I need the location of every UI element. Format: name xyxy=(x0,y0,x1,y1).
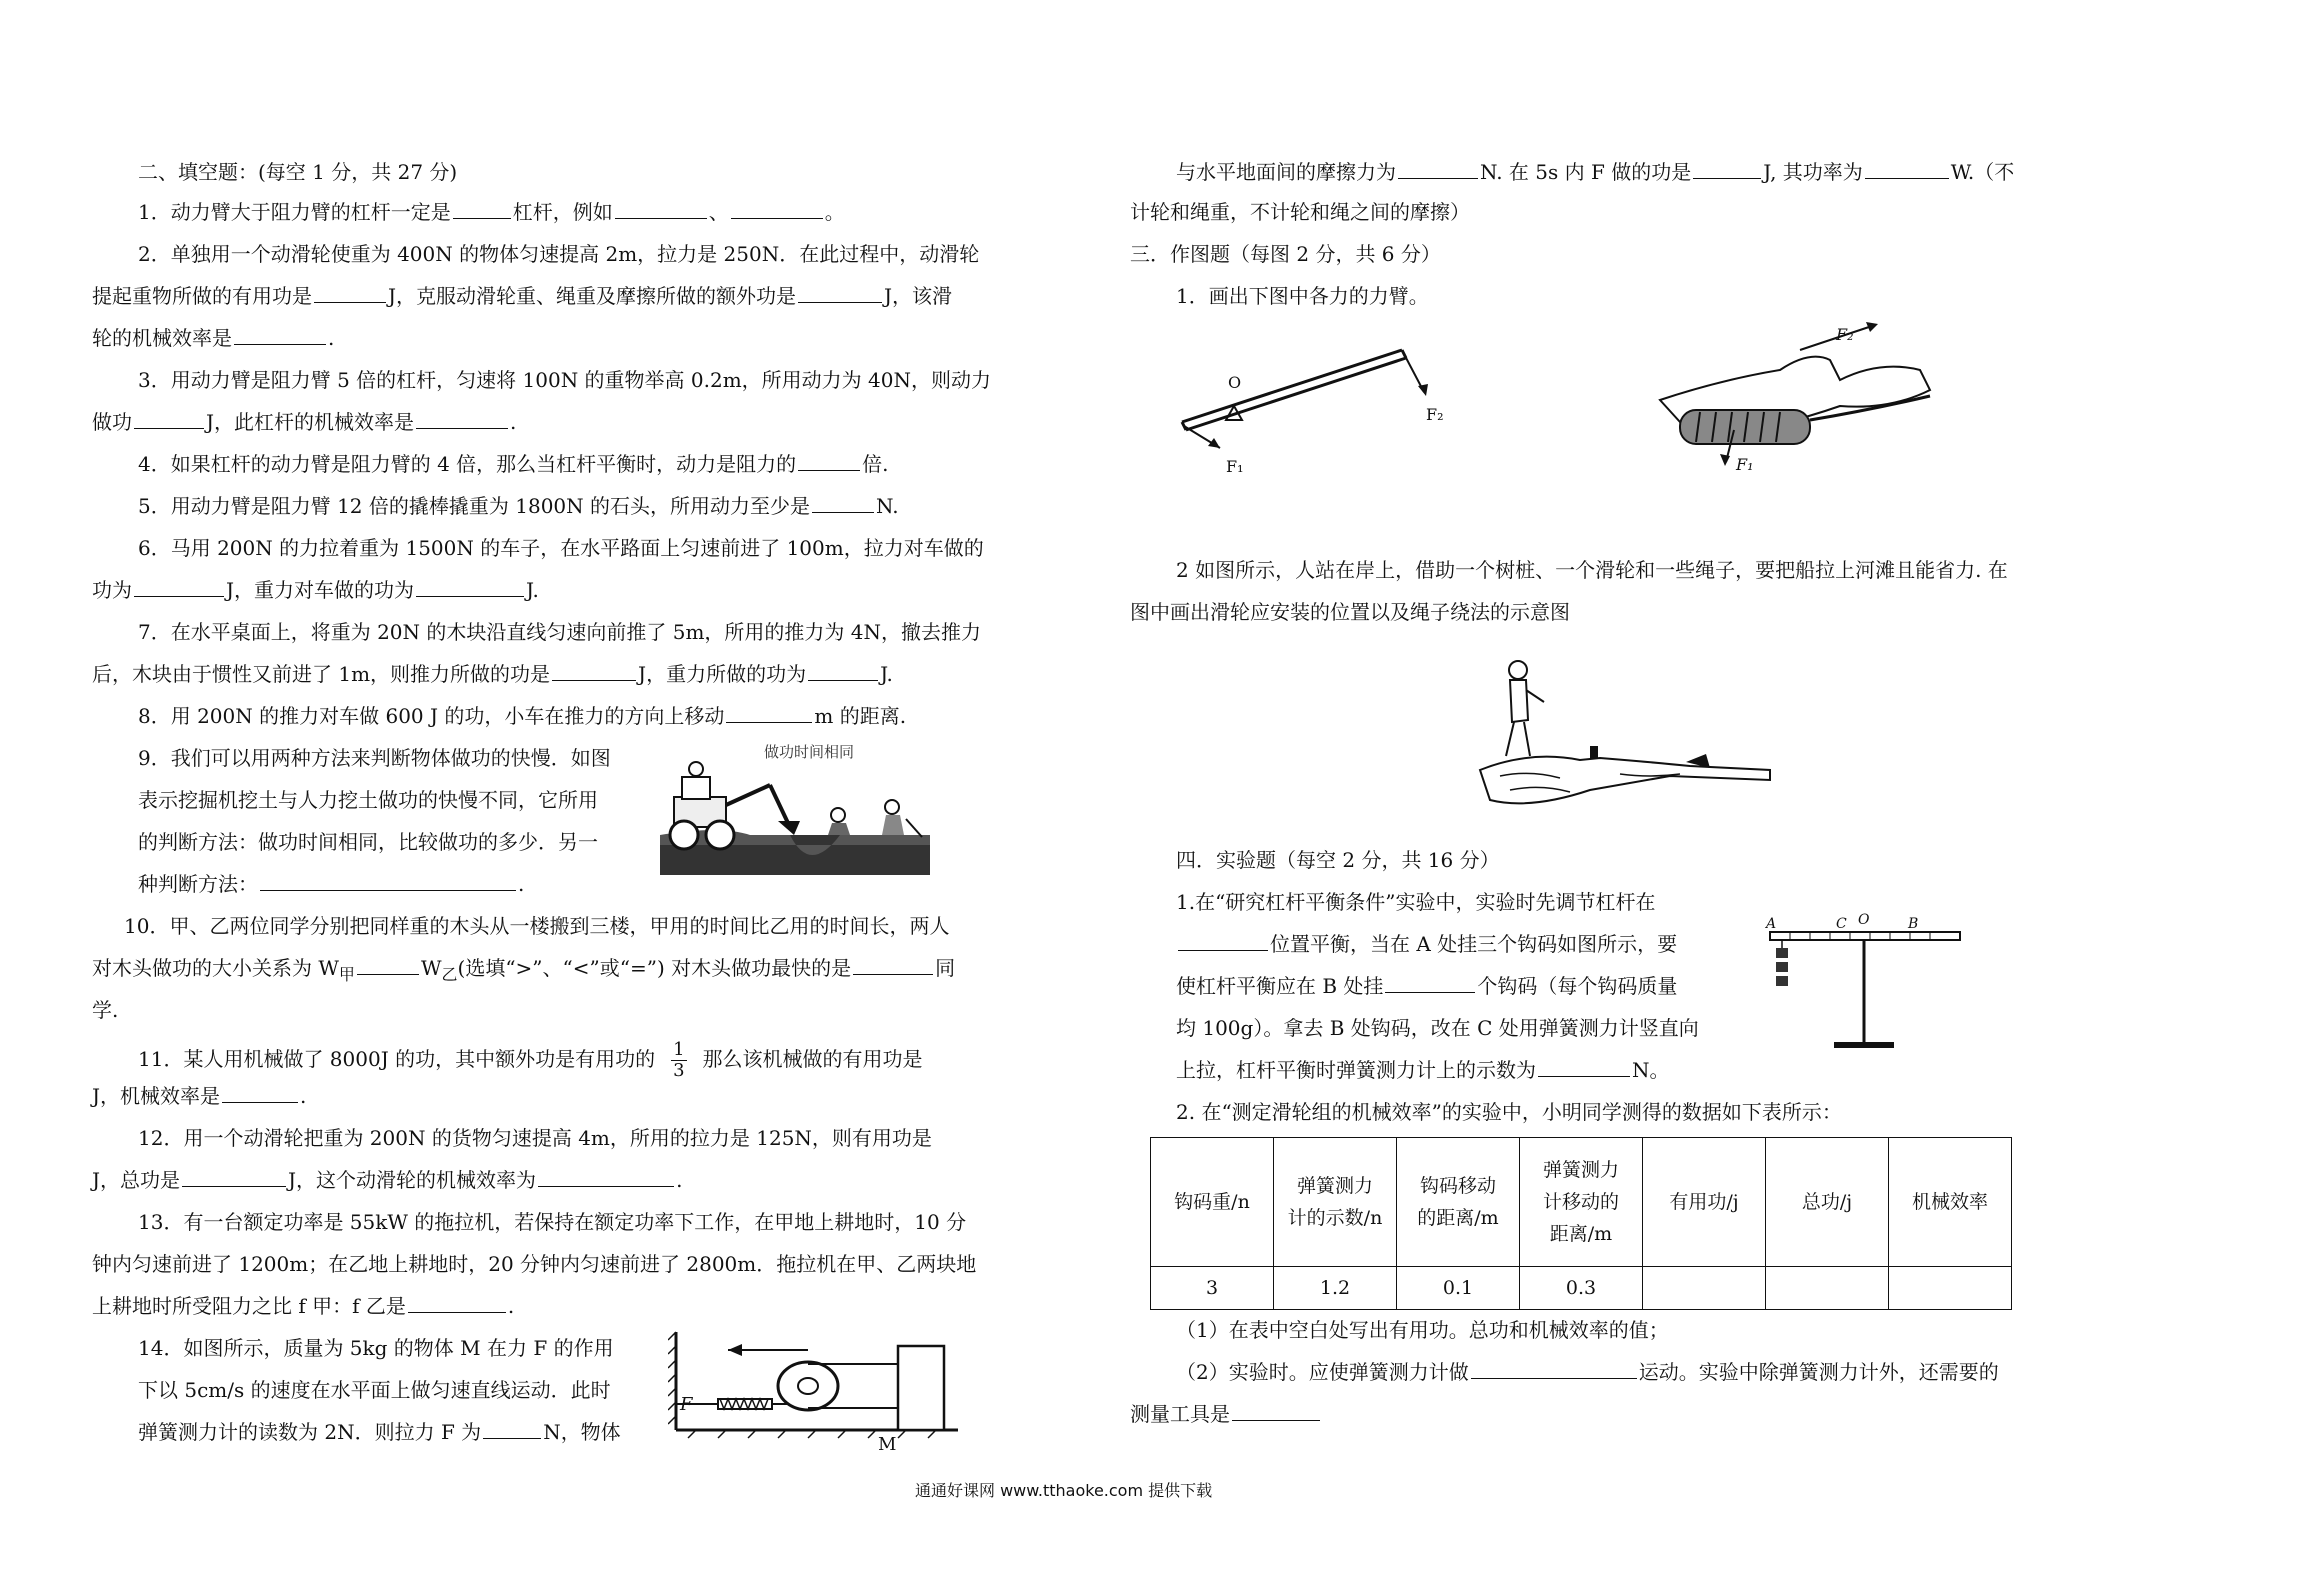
blank[interactable] xyxy=(483,1418,541,1439)
cell: 0.3 xyxy=(1520,1267,1643,1310)
blank[interactable] xyxy=(808,660,878,681)
header-cell: 钩码移动 的距离/m xyxy=(1397,1138,1520,1267)
exp2-q1: （1）在表中空白处写出有用功。总功和机械效率的值； xyxy=(1176,1318,1669,1342)
header-cell: 钩码重/n xyxy=(1151,1138,1274,1267)
header-cell: 总功/j xyxy=(1766,1138,1889,1267)
blank[interactable] xyxy=(408,1292,506,1313)
cell: 3 xyxy=(1151,1267,1274,1310)
force-label: F xyxy=(680,1394,693,1415)
q9-line1: 9．我们可以用两种方法来判断物体做功的快慢．如图 xyxy=(138,746,611,770)
blank[interactable] xyxy=(812,492,874,513)
blank[interactable] xyxy=(538,1166,674,1187)
lever-force-figure xyxy=(1170,330,1460,480)
blank[interactable] xyxy=(1538,1056,1630,1077)
blank[interactable] xyxy=(260,870,516,891)
q14-line5: 计轮和绳重，不计轮和绳之间的摩擦） xyxy=(1130,200,1470,224)
exp2-q2-cont: 测量工具是 xyxy=(1130,1400,1322,1428)
table-row xyxy=(1151,1267,2012,1310)
blank[interactable] xyxy=(1178,930,1268,951)
drawing-q1: 1．画出下图中各力的力臂。 xyxy=(1176,284,1429,308)
blank[interactable] xyxy=(416,576,524,597)
q10-line1: 10．甲、乙两位同学分别把同样重的木头从一楼搬到三楼，甲用的时间比乙用的时间长，两人 xyxy=(124,914,950,938)
q3-line1: 3．用动力臂是阻力臂 5 倍的杠杆，匀速将 100N 的重物举高 0.2m，所用动力为 40N，则动力 xyxy=(138,368,991,392)
q9-line3: 的判断方法：做功时间相同，比较做功的多少．另一 xyxy=(138,830,598,854)
q9-line2: 表示挖掘机挖土与人力挖土做功的快慢不同，它所用 xyxy=(138,788,598,812)
section3-title: 三．作图题（每图 2 分，共 6 分） xyxy=(1130,242,1441,266)
exp1-line2: 位置平衡，当在 A 处挂三个钩码如图所示，要 xyxy=(1176,930,1677,958)
blank[interactable] xyxy=(552,660,636,681)
q11-line1: 11．某人用机械做了 8000J 的功，其中额外功是有用功的 $\frac{1}{3}$ 那么该机械做的有用功是 xyxy=(138,1039,923,1081)
q10-line3: 学. xyxy=(92,998,119,1022)
cell-useful-work[interactable] xyxy=(1643,1267,1766,1310)
cell-efficiency[interactable] xyxy=(1889,1267,2012,1310)
page-footer: 通通好课网 www.tthaoke.com 提供下载 xyxy=(915,1481,1213,1500)
blank[interactable] xyxy=(853,954,933,975)
q9-line4: 种判断方法： . xyxy=(138,872,525,896)
exp1-line1: 1.在“研究杠杆平衡条件”实验中，实验时先调节杠杆在 xyxy=(1176,890,1656,914)
exp2-intro: 2. 在“测定滑轮组的机械效率”的实验中，小明同学测得的数据如下表所示： xyxy=(1176,1100,1842,1124)
excavator-figure xyxy=(660,735,930,875)
q2-line1: 2．单独用一个动滑轮使重为 400N 的物体匀速提高 2m，拉力是 250N．在此过程中，动滑轮 xyxy=(138,242,980,266)
blank[interactable] xyxy=(731,198,823,219)
cell: 0.1 xyxy=(1397,1267,1520,1310)
hand-pliers-figure xyxy=(1640,310,1940,480)
q10-line2: 对木头做功的大小关系为 $W_甲$ $W_乙$(选填“>”、“<”或“=”) 对木头做功最快的是 同 xyxy=(92,956,956,984)
f2-label: F₂ xyxy=(1426,405,1444,424)
cell-total-work[interactable] xyxy=(1766,1267,1889,1310)
q14-line1: 14．如图所示，质量为 5kg 的物体 M 在力 F 的作用 xyxy=(138,1336,614,1360)
block-label: M xyxy=(878,1434,897,1450)
q11-line2: J，机械效率是 . xyxy=(92,1084,307,1108)
section2-title: 二、填空题：(每空 1 分，共 27 分) xyxy=(138,160,458,184)
q14-line4: 与水平地面间的摩擦力为 N. 在 5s 内 F 做的功是 J, 其功率为 W.（不 xyxy=(1176,160,2015,184)
blank[interactable] xyxy=(357,954,419,975)
q7-line2: 后，木块由于惯性又前进了 1m，则推力所做的功是 J，重力所做的功为 J. xyxy=(92,662,893,686)
blank[interactable] xyxy=(798,450,860,471)
f1-label: F₁ xyxy=(1226,457,1244,476)
header-cell: 机械效率 xyxy=(1889,1138,2012,1267)
point-o-label: O xyxy=(1858,912,1870,928)
blank[interactable] xyxy=(416,408,508,429)
drawing-q2-line1: 2 如图所示，人站在岸上，借助一个树桩、一个滑轮和一些绳子，要把船拉上河滩且能省力. 在 xyxy=(1176,558,2008,582)
boat-pulling-figure xyxy=(1470,650,1780,820)
blank[interactable] xyxy=(1385,972,1475,993)
exp2-q2: （2）实验时。应使弹簧测力计做 运动。实验中除弹簧测力计外，还需要的 xyxy=(1176,1360,1999,1384)
table-header-row xyxy=(1151,1138,2012,1267)
f2-label: F₂ xyxy=(1836,325,1854,344)
blank[interactable] xyxy=(134,408,204,429)
q13-line1: 13．有一台额定功率是 55kW 的拖拉机，若保持在额定功率下工作，在甲地上耕地时，10 分 xyxy=(138,1210,967,1234)
q7-line1: 7．在水平桌面上，将重为 20N 的木块沿直线匀速向前推了 5m，所用的推力为 4N，撤去推力 xyxy=(138,620,982,644)
q8: 8．用 200N 的推力对车做 600 J 的功，小车在推力的方向上移动 m 的距离. xyxy=(138,704,907,728)
q4: 4．如果杠杆的动力臂是阻力臂的 4 倍，那么当杠杆平衡时，动力是阻力的 倍. xyxy=(138,452,889,476)
blank[interactable] xyxy=(1471,1358,1637,1379)
q2-line3: 轮的机械效率是 . xyxy=(92,326,335,350)
q12-line1: 12．用一个动滑轮把重为 200N 的货物匀速提高 4m，所用的拉力是 125N，则有用功是 xyxy=(138,1126,932,1150)
cell: 1.2 xyxy=(1274,1267,1397,1310)
figure-caption: 做功时间相同 xyxy=(764,743,855,761)
header-cell: 有用功/j xyxy=(1643,1138,1766,1267)
q13-line3: 上耕地时所受阻力之比 f 甲：f 乙是 . xyxy=(92,1294,515,1318)
q14-line2: 下以 5cm/s 的速度在水平面上做匀速直线运动．此时 xyxy=(138,1378,611,1402)
blank[interactable] xyxy=(1693,158,1761,179)
point-b-label: B xyxy=(1908,916,1919,932)
header-cell: 弹簧测力 计移动的 距离/m xyxy=(1520,1138,1643,1267)
blank[interactable] xyxy=(1232,1400,1320,1421)
blank[interactable] xyxy=(453,198,511,219)
exp1-line5: 上拉，杠杆平衡时弹簧测力计上的示数为 N。 xyxy=(1176,1058,1670,1082)
blank[interactable] xyxy=(1398,158,1478,179)
point-a-label: A xyxy=(1766,916,1777,932)
blank[interactable] xyxy=(726,702,812,723)
data-table xyxy=(1150,1137,2012,1310)
header-cell: 弹簧测力 计的示数/n xyxy=(1274,1138,1397,1267)
lever-balance-figure xyxy=(1760,906,1970,1056)
blank[interactable] xyxy=(182,1166,286,1187)
exp1-line3: 使杠杆平衡应在 B 处挂 个钩码（每个钩码质量 xyxy=(1176,974,1678,998)
f1-label: F₁ xyxy=(1736,455,1754,474)
q5: 5．用动力臂是阻力臂 12 倍的撬棒撬重为 1800N 的石头，所用动力至少是 N. xyxy=(138,494,899,518)
blank[interactable] xyxy=(234,324,326,345)
point-c-label: C xyxy=(1836,916,1847,932)
pulley-block-figure xyxy=(668,1320,958,1450)
drawing-q2-line2: 图中画出滑轮应安装的位置以及绳子绕法的示意图 xyxy=(1130,600,1570,624)
fulcrum-label: O xyxy=(1228,373,1242,392)
q1: 1．动力臂大于阻力臂的杠杆一定是 杠杆，例如 、 。 xyxy=(138,200,845,224)
q12-line2: J，总功是 J，这个动滑轮的机械效率为 . xyxy=(92,1168,683,1192)
q13-line2: 钟内匀速前进了 1200m；在乙地上耕地时，20 分钟内匀速前进了 2800m．拖拉机在甲、乙两块地 xyxy=(92,1252,977,1276)
fraction-one-third: $\frac{1}{3}$ xyxy=(673,1039,685,1081)
section4-title: 四．实验题（每空 2 分，共 16 分） xyxy=(1176,848,1500,872)
blank[interactable] xyxy=(798,282,882,303)
blank[interactable] xyxy=(314,282,386,303)
blank[interactable] xyxy=(222,1082,298,1103)
blank[interactable] xyxy=(134,576,224,597)
q14-line3: 弹簧测力计的读数为 2N．则拉力 F 为 N，物体 xyxy=(138,1420,621,1444)
exp1-line4: 均 100g）。拿去 B 处钩码，改在 C 处用弹簧测力计竖直向 xyxy=(1176,1016,1699,1040)
q6-line2: 功为 J，重力对车做的功为 J. xyxy=(92,578,539,602)
q3-line2: 做功 J，此杠杆的机械效率是 . xyxy=(92,410,517,434)
q6-line1: 6．马用 200N 的力拉着重为 1500N 的车子，在水平路面上匀速前进了 100m，拉力对车做的 xyxy=(138,536,984,560)
blank[interactable] xyxy=(1865,158,1949,179)
q2-line2: 提起重物所做的有用功是 J，克服动滑轮重、绳重及摩擦所做的额外功是 J，该滑 xyxy=(92,284,953,308)
blank[interactable] xyxy=(615,198,707,219)
